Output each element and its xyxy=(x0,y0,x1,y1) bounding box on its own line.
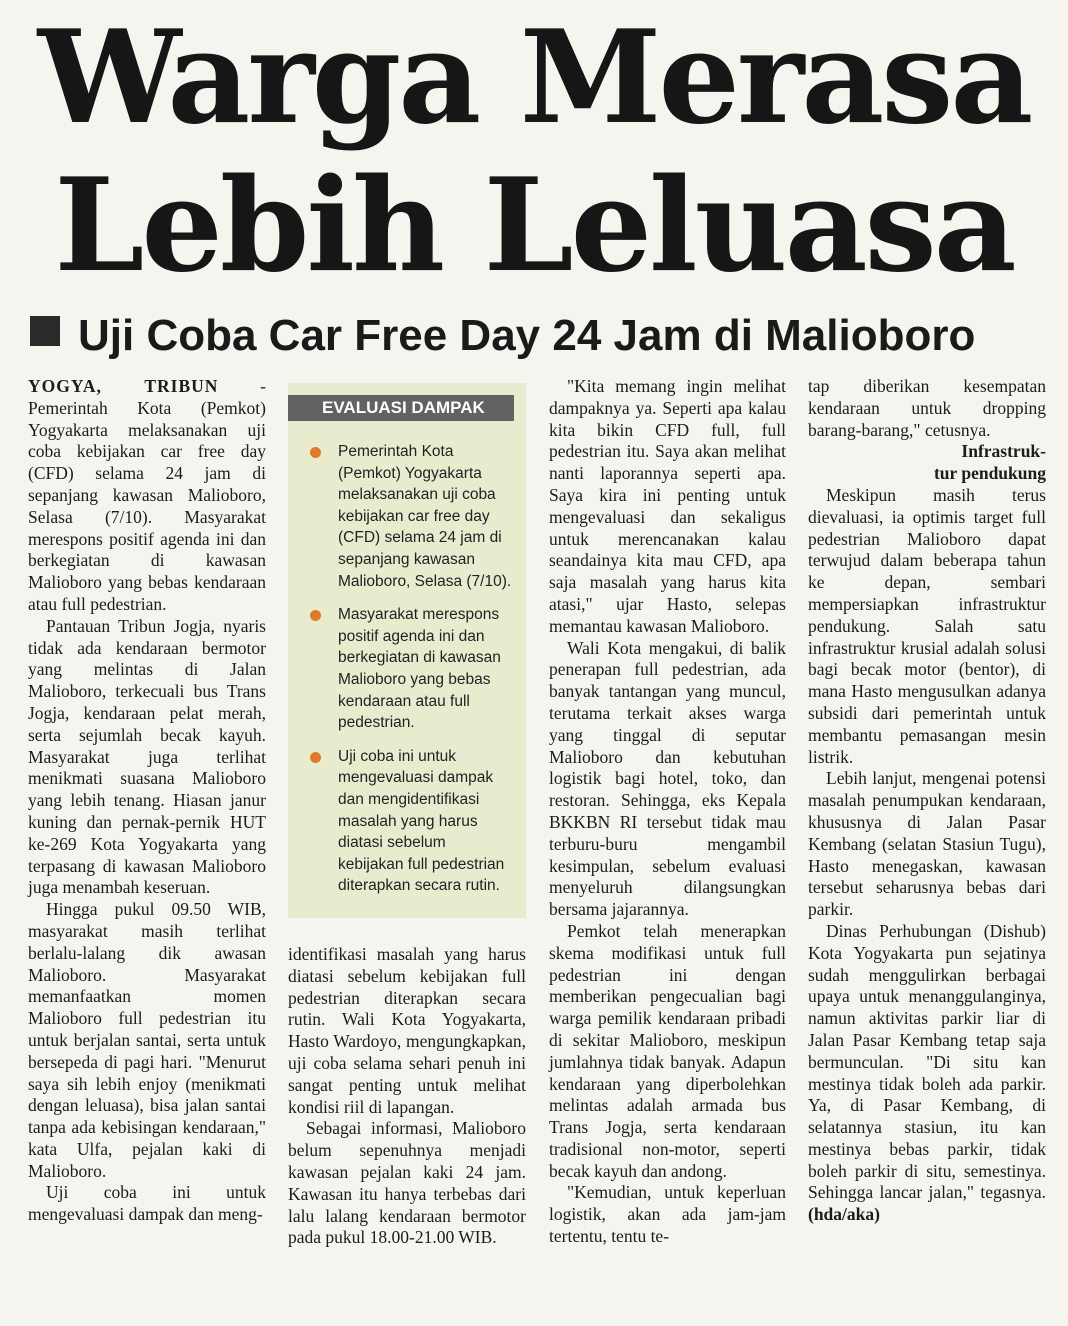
subheadline-text: Uji Coba Car Free Day 24 Jam di Malioboro xyxy=(78,311,976,360)
bullet-dot-icon xyxy=(310,752,321,763)
article-paragraph: Lebih lanjut, mengenai potensi masalah penumpukan kendaraan, khususnya di Jalan Pasar Kembang (selatan Stasiun Tugu), Hasto menegaskan, kawasan tersebut seharusnya bebas dari parkir. xyxy=(808,768,1046,920)
article-paragraph: Pantauan Tribun Jogja, nyaris tidak ada kendaraan bermotor yang melintas di Jalan Malioboro, terkecuali bus Trans Jogja, kendaraan pelat merah, serta sejumlah becak kayuh. Masyarakat juga terlihat menikmati suasana Malioboro yang lebih tenang. Hiasan janur kuning dan pernak-pernik HUT ke-269 Kota Yogyakarta yang terpasang di kawasan Malioboro juga menambah keseruan. xyxy=(28,615,266,898)
headline-line-2: Lebih Leluasa xyxy=(54,151,1014,301)
headline-line-1: Warga Merasa xyxy=(37,3,1031,153)
headline xyxy=(0,4,1068,300)
sidebar-item-text: Masyarakat merespons positif agenda ini dan berkegiatan di kawasan Malioboro yang bebas kendaraan atau full pedestrian. xyxy=(338,606,501,732)
section-subtitle-line-1: Infrastruk- xyxy=(961,441,1046,462)
sidebar-item-text: Uji coba ini untuk mengevaluasi dampak dan mengidentifikasi masalah yang harus diatasi sebelum kebijakan full pedestrian diterapkan secara rutin. xyxy=(338,747,505,895)
lead-text: - Pemerintah Kota (Pemkot) Yogyakarta melaksanakan uji coba kebijakan car free day (CFD) selama 24 jam di sepanjang kawasan Malioboro, Selasa (7/10). Masyarakat merespons positif agenda ini dan berkegiatan di kawasan Malioboro yang bebas kendaraan atau full pedestrian. xyxy=(28,376,266,614)
sidebar-item xyxy=(288,604,514,734)
sidebar-title: EVALUASI DAMPAK xyxy=(288,395,514,421)
article-column-2 xyxy=(288,944,526,1249)
article-paragraph: tap diberikan kesempatan kendaraan untuk dropping barang-barang," cetusnya. xyxy=(808,376,1046,440)
bullet-dot-icon xyxy=(310,610,321,621)
article-paragraph: "Kemudian, untuk keperluan logistik, akan ada jam-jam tertentu, tentu te- xyxy=(549,1182,786,1247)
sidebar-item-text: Pemerintah Kota (Pemkot) Yogyakarta melaksanakan uji coba kebijakan car free day (CFD) selama 24 jam di sepanjang kawasan Malioboro, Selasa (7/10). xyxy=(338,443,512,590)
closing-text: Dinas Perhubungan (Dishub) Kota Yogyakarta pun sejatinya sudah menggulirkan berbagai upaya untuk menanggulanginya, namun aktivitas parkir liar di Jalan Pasar Kembang tetap saja bermunculan. "Di situ kan mestinya tidak boleh ada parkir. Ya, di Pasar Kembang, di selatannya stasiun, itu kan mestinya bebas parkir, tidak boleh parkir di situ, semestinya. Sehingga lancar jalan," tegasnya. xyxy=(808,920,1046,1203)
subheadline xyxy=(30,306,1050,366)
article-paragraph: Sebagai informasi, Malioboro belum sepenuhnya menjadi kawasan pejalan kaki 24 jam. Kawasan itu hanya terbebas dari lalu lalang kendaraan bermotor pada pukul 18.00-21.00 WIB. xyxy=(288,1118,526,1248)
article-paragraph: Meskipun masih terus dievaluasi, ia optimis target full pedestrian Malioboro dapat terwujud dalam beberapa tahun ke depan, sembari mempersiapkan infrastruktur pendukung. Salah satu infrastruktur krusial adalah solusi bagi becak motor (bentor), di mana Hasto mengusulkan adanya subsidi dari pemerintah untuk membantu pemasangan mesin listrik. xyxy=(808,484,1046,767)
sidebar-item xyxy=(288,746,514,897)
author-signature: (hda/aka) xyxy=(808,1204,880,1225)
article-paragraph: Wali Kota mengakui, di balik penerapan full pedestrian, ada banyak tantangan yang muncul, terutama terkait akses warga yang tinggal di seputar Malioboro dan kebutuhan logistik bagi hotel, toko, dan restoran. Sehingga, eks Kepala BKKBN RI tersebut tidak mau terburu-buru mengambil kesimpulan, sebelum evaluasi menyeluruh dilangsungkan bersama jajarannya. xyxy=(549,637,786,920)
sidebar-list xyxy=(288,441,514,897)
article-paragraph xyxy=(808,921,1046,1226)
article-paragraph: Uji coba ini untuk mengevaluasi dampak dan meng- xyxy=(28,1182,266,1225)
article-column-4 xyxy=(808,376,1046,1226)
dateline: YOGYA, TRIBUN xyxy=(28,376,219,396)
article-paragraph: Hingga pukul 09.50 WIB, masyarakat masih terlihat berlalu-lalang dik awasan Malioboro. Masyarakat memanfaatkan momen Malioboro full pedestrian itu untuk berjalan santai, serta untuk bersepeda di pagi hari. "Menurut saya sih lebih enjoy (menikmati dengan leluasa), bisa jalan santai tanpa ada kebisingan kendaraan," kata Ulfa, pejalan kaki di Malioboro. xyxy=(28,899,266,1181)
bullet-dot-icon xyxy=(310,447,321,458)
section-subtitle-line-2: tur pendukung xyxy=(933,463,1046,484)
article-column-1 xyxy=(28,376,266,1226)
sidebar-box xyxy=(288,383,526,918)
article-paragraph xyxy=(28,376,266,616)
article-paragraph: Pemkot telah menerapkan skema modifikasi untuk full pedestrian ini dengan memberikan pengecualian bagi warga pemilik kendaraan pribadi di sekitar Malioboro, meskipun jumlahnya tidak banyak. Adapun kendaraan yang diperbolehkan melintas adalah armada bus Trans Jogja, serta kendaraan tradisional non-motor, seperti becak kayuh dan andong. xyxy=(549,920,786,1181)
article-column-3 xyxy=(549,376,786,1248)
article-paragraph: identifikasi masalah yang harus diatasi sebelum kebijakan full pedestrian diterapkan secara rutin. Wali Kota Yogyakarta, Hasto Wardoyo, mengungkapkan, uji coba selama sehari penuh ini sangat penting untuk melihat kondisi riil di lapangan. xyxy=(288,944,526,1117)
square-bullet-icon xyxy=(30,316,60,346)
article-paragraph: "Kita memang ingin melihat dampaknya ya. Seperti apa kalau kita bikin CFD full, full pedestrian itu. Saya akan melihat nanti laporannya seperti apa. Saya kira ini penting untuk mengevaluasi dan sekaligus untuk merencanakan kalau seandainya kita mau CFD, apa saja masalah yang harus kita atasi," ujar Hasto, selepas memantau kawasan Malioboro. xyxy=(549,376,786,636)
sidebar-item xyxy=(288,441,514,592)
